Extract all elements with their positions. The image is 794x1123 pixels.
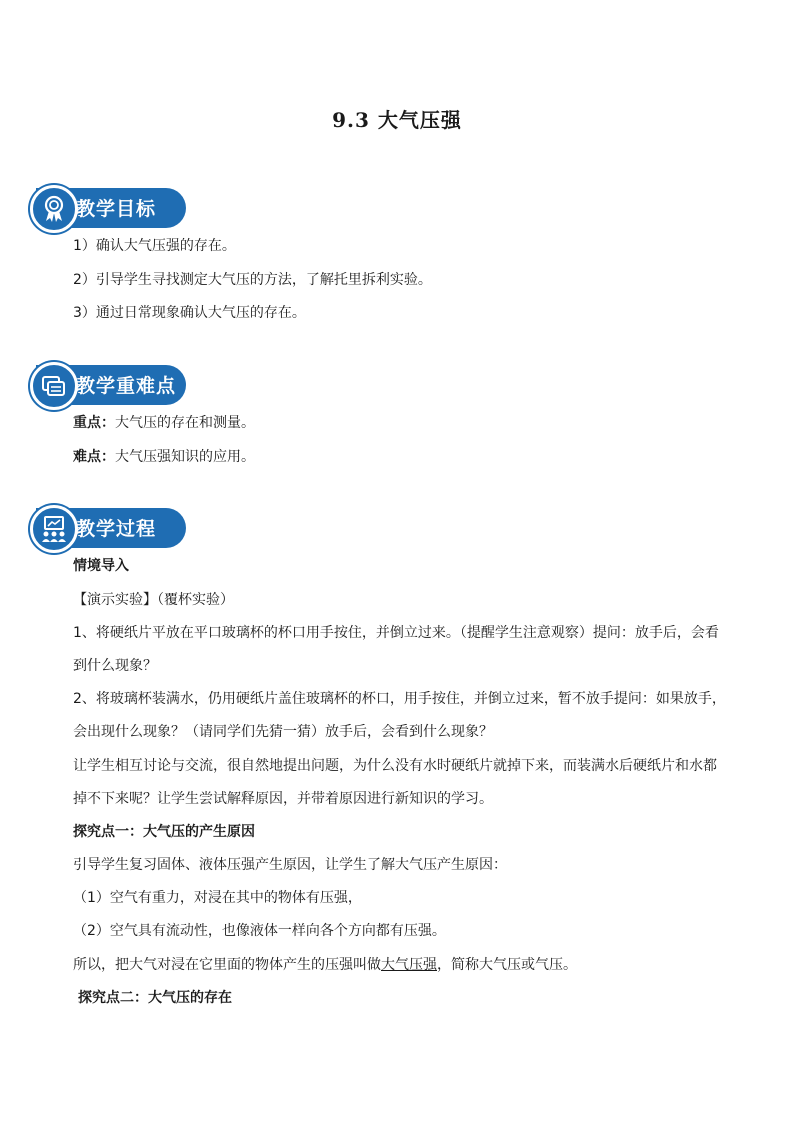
objective-item: 1）确认大气压强的存在。 [73, 238, 236, 254]
intro-heading: 情境导入 [73, 558, 129, 574]
discussion-line: 掉不下来呢？让学生尝试解释原因，并带着原因进行新知识的学习。 [73, 791, 493, 807]
discussion-line: 让学生相互讨论与交流，很自然地提出问题，为什么没有水时硬纸片就掉下来，而装满水后硬纸片和水都 [73, 758, 717, 774]
section-heading: 教学过程 [76, 518, 157, 540]
focus-text: 大气压的存在和测量。 [115, 415, 255, 431]
section-banner-process [30, 506, 186, 550]
difficulty-line [73, 447, 255, 467]
difficulty-text: 大气压强知识的应用。 [115, 449, 255, 465]
section-banner-key-points [30, 363, 186, 407]
explore2-heading: 探究点二：大气压的存在 [78, 990, 232, 1006]
stacked-books-icon [30, 362, 78, 410]
objective-item: 2）引导学生寻找测定大气压的方法，了解托里拆利实验。 [73, 272, 432, 288]
award-medal-icon [30, 185, 78, 233]
objective-item: 3）通过日常现象确认大气压的存在。 [73, 305, 306, 321]
section-heading: 教学目标 [76, 198, 157, 220]
step1-line: 1、将硬纸片平放在平口玻璃杯的杯口用手按住，并倒立过来。（提醒学生注意观察）提问：放手后，会看 [73, 625, 719, 641]
conclusion-line [73, 955, 577, 975]
step2-line: 2、将玻璃杯装满水，仍用硬纸片盖住玻璃杯的杯口，用手按住，并倒立过来，暂不放手提问：如果放手， [73, 691, 726, 707]
step1-line: 到什么现象？ [73, 658, 157, 674]
conclusion-post: ，简称大气压或气压。 [437, 957, 577, 973]
section-banner-objectives [30, 186, 186, 230]
difficulty-label: 难点： [73, 449, 115, 465]
explore1-heading: 探究点一：大气压的产生原因 [73, 824, 255, 840]
focus-line [73, 413, 255, 433]
step2-line: 会出现什么现象？（请同学们先猜一猜）放手后，会看到什么现象？ [73, 724, 493, 740]
reason-item: （2）空气具有流动性，也像液体一样向各个方向都有压强。 [73, 923, 446, 939]
demo-line: 【演示实验】（覆杯实验） [73, 592, 234, 608]
presentation-group-icon [30, 505, 78, 553]
page-title: 9.3 大气压强 [332, 108, 462, 132]
section-heading: 教学重难点 [76, 375, 177, 397]
focus-label: 重点： [73, 415, 115, 431]
reason-item: （1）空气有重力，对浸在其中的物体有压强， [73, 890, 362, 906]
conclusion-pre: 所以，把大气对浸在它里面的物体产生的压强叫做 [73, 957, 381, 973]
explore1-intro: 引导学生复习固体、液体压强产生原因，让学生了解大气压产生原因： [73, 857, 507, 873]
conclusion-term: 大气压强 [381, 957, 437, 973]
